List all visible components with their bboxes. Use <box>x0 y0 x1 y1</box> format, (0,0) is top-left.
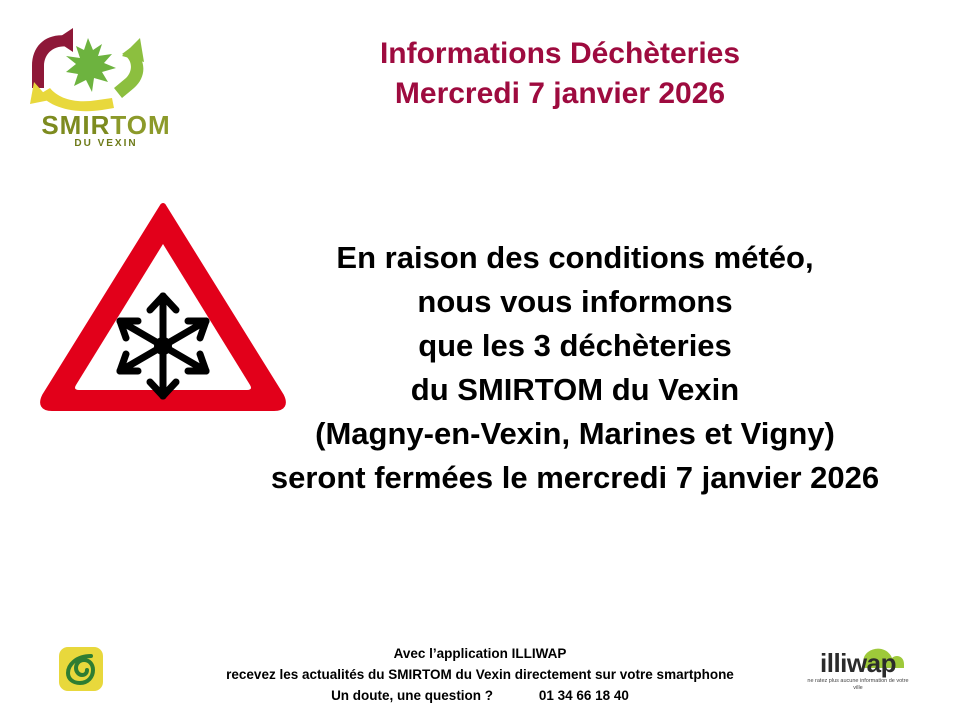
illiwap-tagline: ne ratez plus aucune information de votre ville <box>807 678 909 691</box>
message-line-4: du SMIRTOM du Vexin <box>410 372 740 408</box>
logo-wordmark-accent: TOM <box>110 110 171 140</box>
message-line-1: En raison des conditions météo, <box>336 240 814 275</box>
footer-text <box>120 644 840 707</box>
footer-line-2: recevez les actualités du SMIRTOM du Vexin directement sur votre smartphone <box>226 666 734 682</box>
message-line-6: seront fermées le mercredi 7 janvier 2026 <box>270 460 880 496</box>
footer-phone: 01 34 66 18 40 <box>538 687 629 703</box>
page-title-line1: Informations Déchèteries <box>379 37 741 70</box>
footer-line-1: Avec l’application ILLIWAP <box>393 646 567 661</box>
logo-wordmark-main: SMIR <box>41 110 111 140</box>
smirtom-logo <box>18 22 188 152</box>
illiwap-wordmark: illiwap <box>820 648 896 678</box>
footer-question: Un doute, une question ? <box>331 687 494 703</box>
page-title <box>190 34 930 113</box>
main-message <box>210 236 940 500</box>
logo-wordmark <box>26 110 186 141</box>
smirtom-footer-icon <box>58 646 104 692</box>
footer-line-3 <box>120 686 840 707</box>
logo-subtitle: DU VEXIN <box>74 138 138 149</box>
smirtom-logo-mark <box>18 22 188 117</box>
message-line-5: (Magny-en-Vexin, Marines et Vigny) <box>315 416 835 452</box>
illiwap-logo <box>806 646 910 698</box>
message-line-2: nous vous informons <box>417 284 733 320</box>
page-title-line2: Mercredi 7 janvier 2026 <box>394 76 726 110</box>
message-line-3: que les 3 déchèteries <box>418 328 732 364</box>
